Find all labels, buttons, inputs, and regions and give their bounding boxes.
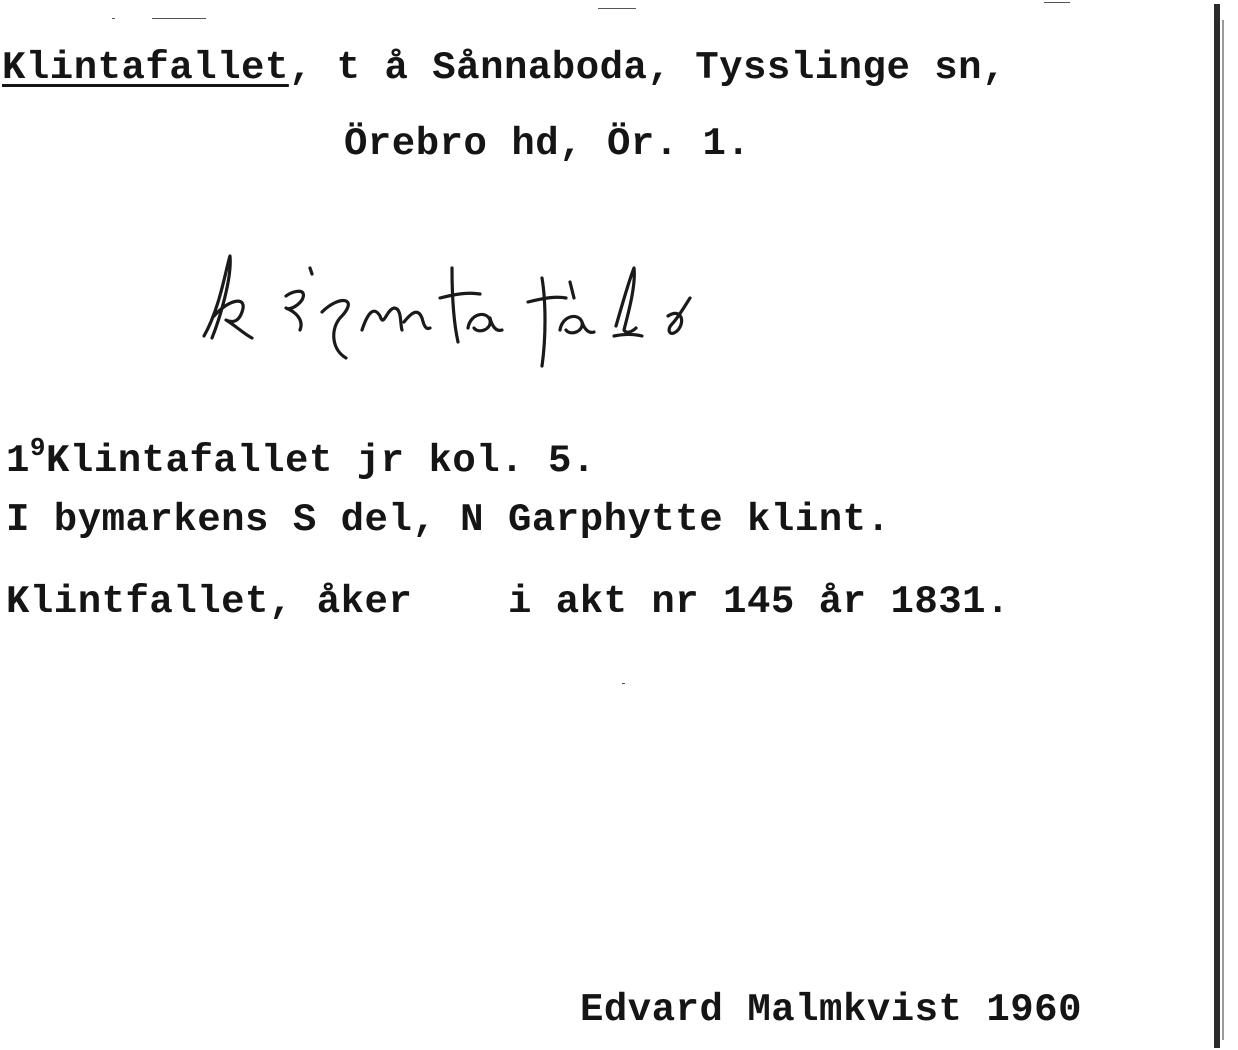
entry-superscript: 9 xyxy=(29,433,47,463)
entry-number: 1 xyxy=(6,439,30,483)
location-line: I bymarkens S del, N Garphytte klint. xyxy=(6,498,891,542)
entry-text: Klintafallet jr kol. 5. xyxy=(46,439,596,483)
handwritten-pronunciation xyxy=(190,238,750,368)
card-edge-shadow xyxy=(1222,20,1224,1040)
header-line-2: Örebro hd, Ör. 1. xyxy=(344,122,751,166)
header-line-1 xyxy=(2,44,1006,92)
card-edge xyxy=(1214,4,1220,1048)
scan-speck xyxy=(152,18,206,19)
scan-speck xyxy=(1044,2,1070,3)
scan-speck xyxy=(598,8,636,9)
scan-speck xyxy=(112,18,115,19)
entry-line xyxy=(6,424,596,485)
record-line: Klintfallet, åker i akt nr 145 år 1831. xyxy=(6,580,1010,624)
signature: Edvard Malmkvist 1960 xyxy=(580,988,1082,1032)
headword: Klintafallet xyxy=(2,46,289,90)
scan-speck xyxy=(622,683,625,684)
header-place: , t å Sånnaboda, Tysslinge sn, xyxy=(288,46,1006,90)
